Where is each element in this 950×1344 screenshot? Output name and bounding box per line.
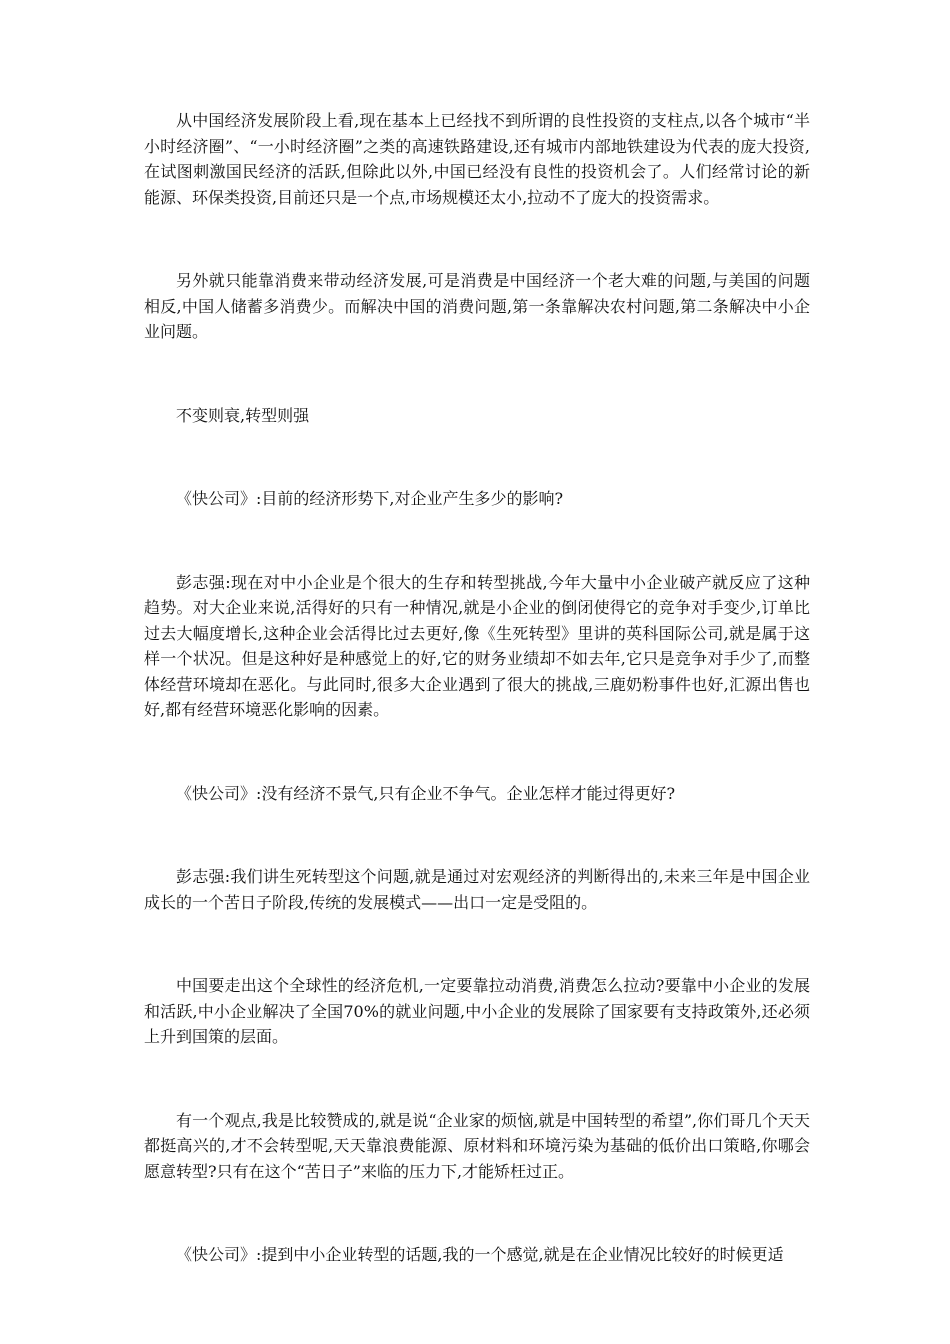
paragraph-consumption: 另外就只能靠消费来带动经济发展,可是消费是中国经济一个老大难的问题,与美国的问题相反,中国人储蓄多消费少。而解决中国的消费问题,第一条靠解决农村问题,第二条解决中小企业问题。 bbox=[144, 271, 810, 341]
paragraph-gap bbox=[144, 1184, 810, 1242]
paragraph-gap bbox=[144, 210, 810, 268]
paragraph-investment: 从中国经济发展阶段上看,现在基本上已经找不到所谓的良性投资的支柱点,以各个城市“半小时经济圈”、“一小时经济圈”之类的高速铁路建设,还有城市内部地铁建设为代表的庞大投资,在试图刺激国民经济的活跃,但除此以外,中国已经没有良性的投资机会了。人们经常讨论的新能源、环保类投资,目前还只是一个点,市场规模还太小,拉动不了庞大的投资需求。 bbox=[144, 111, 810, 207]
paragraph-gap bbox=[144, 723, 810, 781]
interview-answer: 中国要走出这个全球性的经济危机,一定要靠拉动消费,消费怎么拉动?要靠中小企业的发展和活跃,中小企业解决了全国70%的就业问题,中小企业的发展除了国家要有支持政策外,还必须上升到国策的层面。 bbox=[144, 976, 810, 1046]
interview-answer: 有一个观点,我是比较赞成的,就是说“企业家的烦恼,就是中国转型的希望”,你们哥几个天天都挺高兴的,才不会转型呢,天天靠浪费能源、原材料和环境污染为基础的低价出口策略,你哪会愿意转型?只有在这个“苦日子”来临的压力下,才能矫枉过正。 bbox=[144, 1110, 810, 1181]
interview-question: 《快公司》:提到中小企业转型的话题,我的一个感觉,就是在企业情况比较好的时候更适 bbox=[176, 1245, 784, 1264]
interview-question: 《快公司》:没有经济不景气,只有企业不争气。企业怎样才能过得更好? bbox=[176, 783, 676, 803]
section-heading: 不变则衰,转型则强 bbox=[176, 405, 310, 425]
paragraph-gap bbox=[144, 512, 810, 570]
paragraph-gap bbox=[144, 1050, 810, 1108]
paragraph-gap bbox=[144, 806, 810, 864]
paragraph-gap bbox=[144, 915, 810, 973]
paragraph-gap bbox=[144, 428, 810, 486]
interview-answer: 彭志强:我们讲生死转型这个问题,就是通过对宏观经济的判断得出的,未来三年是中国企业成长的一个苦日子阶段,传统的发展模式——出口一定是受阻的。 bbox=[144, 867, 810, 912]
document-page bbox=[144, 108, 810, 1268]
interview-question: 《快公司》:目前的经济形势下,对企业产生多少的影响? bbox=[176, 489, 564, 508]
paragraph-gap bbox=[144, 345, 810, 403]
interview-answer: 彭志强:现在对中小企业是个很大的生存和转型挑战,今年大量中小企业破产就反应了这种趋势。对大企业来说,活得好的只有一种情况,就是小企业的倒闭使得它的竞争对手变少,订单比过去大幅度增长,这种企业会活得比过去更好,像《生死转型》里讲的英科国际公司,就是属于这样一个状况。但是这种好是种感觉上的好,它的财务业绩却不如去年,它只是竞争对手少了,而整体经营环境却在恶化。与此同时,很多大企业遇到了很大的挑战,三鹿奶粉事件也好,汇源出售也好,都有经营环境恶化影响的因素。 bbox=[144, 572, 810, 719]
